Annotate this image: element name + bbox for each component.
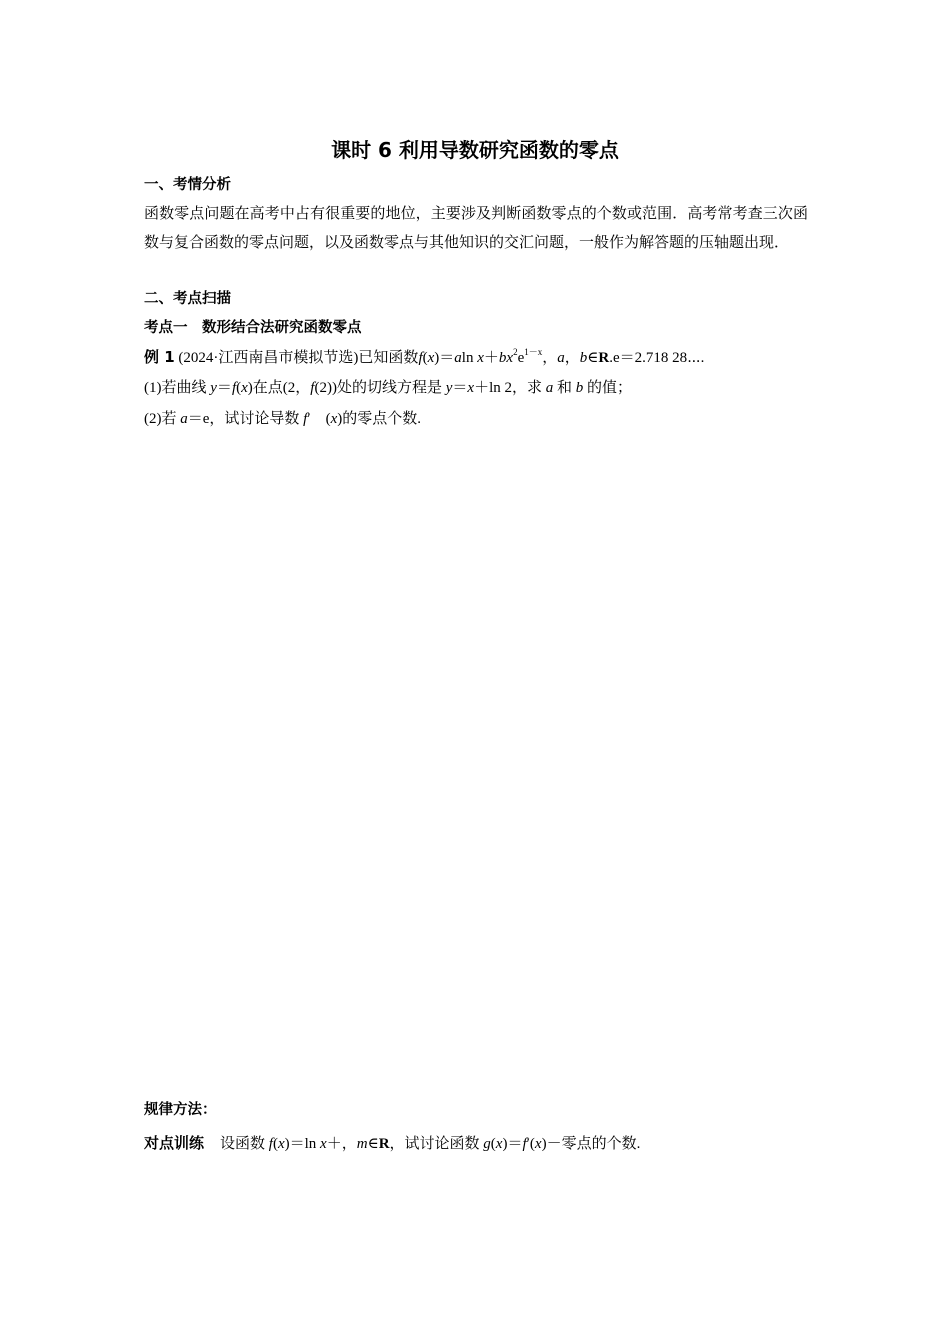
part-text: (2))处的切线方程是 [314, 380, 446, 396]
part-text: (1)若曲线 [144, 380, 211, 396]
math-real-set: R [378, 1136, 390, 1152]
part-text: (2)若 [144, 411, 181, 427]
math-y: y [445, 380, 453, 396]
example-1 [144, 346, 810, 369]
math-exponent: 2 [513, 347, 518, 357]
part-text: ＝ [452, 380, 468, 396]
math-x: x [241, 380, 248, 396]
example-text: 已知函数 [358, 350, 419, 366]
math-x: x [320, 1136, 327, 1152]
math-x: x [534, 1136, 542, 1152]
practice-text: )＝ln [284, 1136, 321, 1152]
question-part-1 [144, 377, 810, 399]
math-g: g [483, 1136, 491, 1152]
math-bx: bx [498, 350, 514, 366]
practice-text: ( [490, 1136, 496, 1152]
math-a: a [557, 350, 565, 366]
part-text: ＝e，试讨论导数 [187, 411, 304, 427]
part-text: 和 [553, 380, 576, 396]
practice-exercise [144, 1132, 810, 1155]
math-x: x [277, 1136, 285, 1152]
section-heading-analysis: 一、考情分析 [144, 177, 231, 193]
practice-text: ( [272, 1136, 278, 1152]
question-part-2 [144, 408, 810, 430]
practice-text: ＋， [326, 1136, 357, 1152]
math-f: f [418, 350, 423, 366]
math-b: b [579, 350, 588, 366]
example-label: 例 1 [144, 348, 175, 366]
math-a: a [545, 380, 554, 396]
math-a: a [180, 411, 188, 427]
analysis-paragraph: 函数零点问题在高考中占有很重要的地位，主要涉及判断函数零点的个数或范围．高考常考查三次函数与复合函数的零点问题，以及函数零点与其他知识的交汇问题，一般作为解答题的压轴题出现． [144, 204, 808, 251]
math-a: a [454, 350, 462, 366]
math-b: b [575, 380, 584, 396]
math-m: m [356, 1136, 368, 1152]
math-f: f [231, 380, 237, 396]
practice-text: ′( [526, 1136, 535, 1152]
math-f: f [310, 380, 315, 396]
method-heading: 规律方法： [144, 1102, 217, 1118]
math-text: ＋ [483, 350, 499, 366]
math-text: ， [564, 350, 580, 366]
math-text: ∈ [587, 350, 599, 366]
practice-text: )－零点的个数. [541, 1136, 641, 1152]
math-x: x [495, 1136, 503, 1152]
practice-text: ，试讨论函数 [389, 1136, 484, 1152]
practice-text: 设函数 [220, 1136, 269, 1152]
part-text: ′ ( [307, 411, 331, 427]
math-real-set: R [598, 350, 610, 366]
math-e: e [517, 350, 525, 366]
math-text: ， [542, 350, 558, 366]
practice-text: )＝ [502, 1136, 523, 1152]
page-title: 课时 6 利用导数研究函数的零点 [331, 138, 619, 162]
math-exponent: 1－x [524, 347, 543, 357]
example-source: (2024·江西南昌市模拟节选) [178, 350, 359, 366]
math-x: x [427, 350, 435, 366]
part-text: ＝ [216, 380, 232, 396]
part-text: )在点(2， [247, 380, 311, 396]
part-text: )的零点个数. [337, 411, 422, 427]
math-text: )＝ [434, 350, 455, 366]
math-text: ( [422, 350, 428, 366]
practice-label: 对点训练 [144, 1134, 205, 1152]
math-text: ln [461, 350, 478, 366]
math-x: x [467, 380, 475, 396]
math-x: x [330, 411, 338, 427]
part-text: ( [236, 380, 242, 396]
part-text: 的值； [583, 380, 633, 396]
math-f: f [303, 411, 308, 427]
math-text: .e＝2.718 28⋯. [609, 350, 705, 366]
math-f: f [268, 1136, 273, 1152]
part-text: ＋ln 2，求 [474, 380, 546, 396]
math-x: x [477, 350, 484, 366]
math-f: f [522, 1136, 527, 1152]
topic-heading: 考点一 数形结合法研究函数零点 [144, 320, 362, 336]
math-y: y [210, 380, 217, 396]
section-heading-scan: 二、考点扫描 [144, 291, 231, 307]
practice-text: ∈ [367, 1136, 379, 1152]
